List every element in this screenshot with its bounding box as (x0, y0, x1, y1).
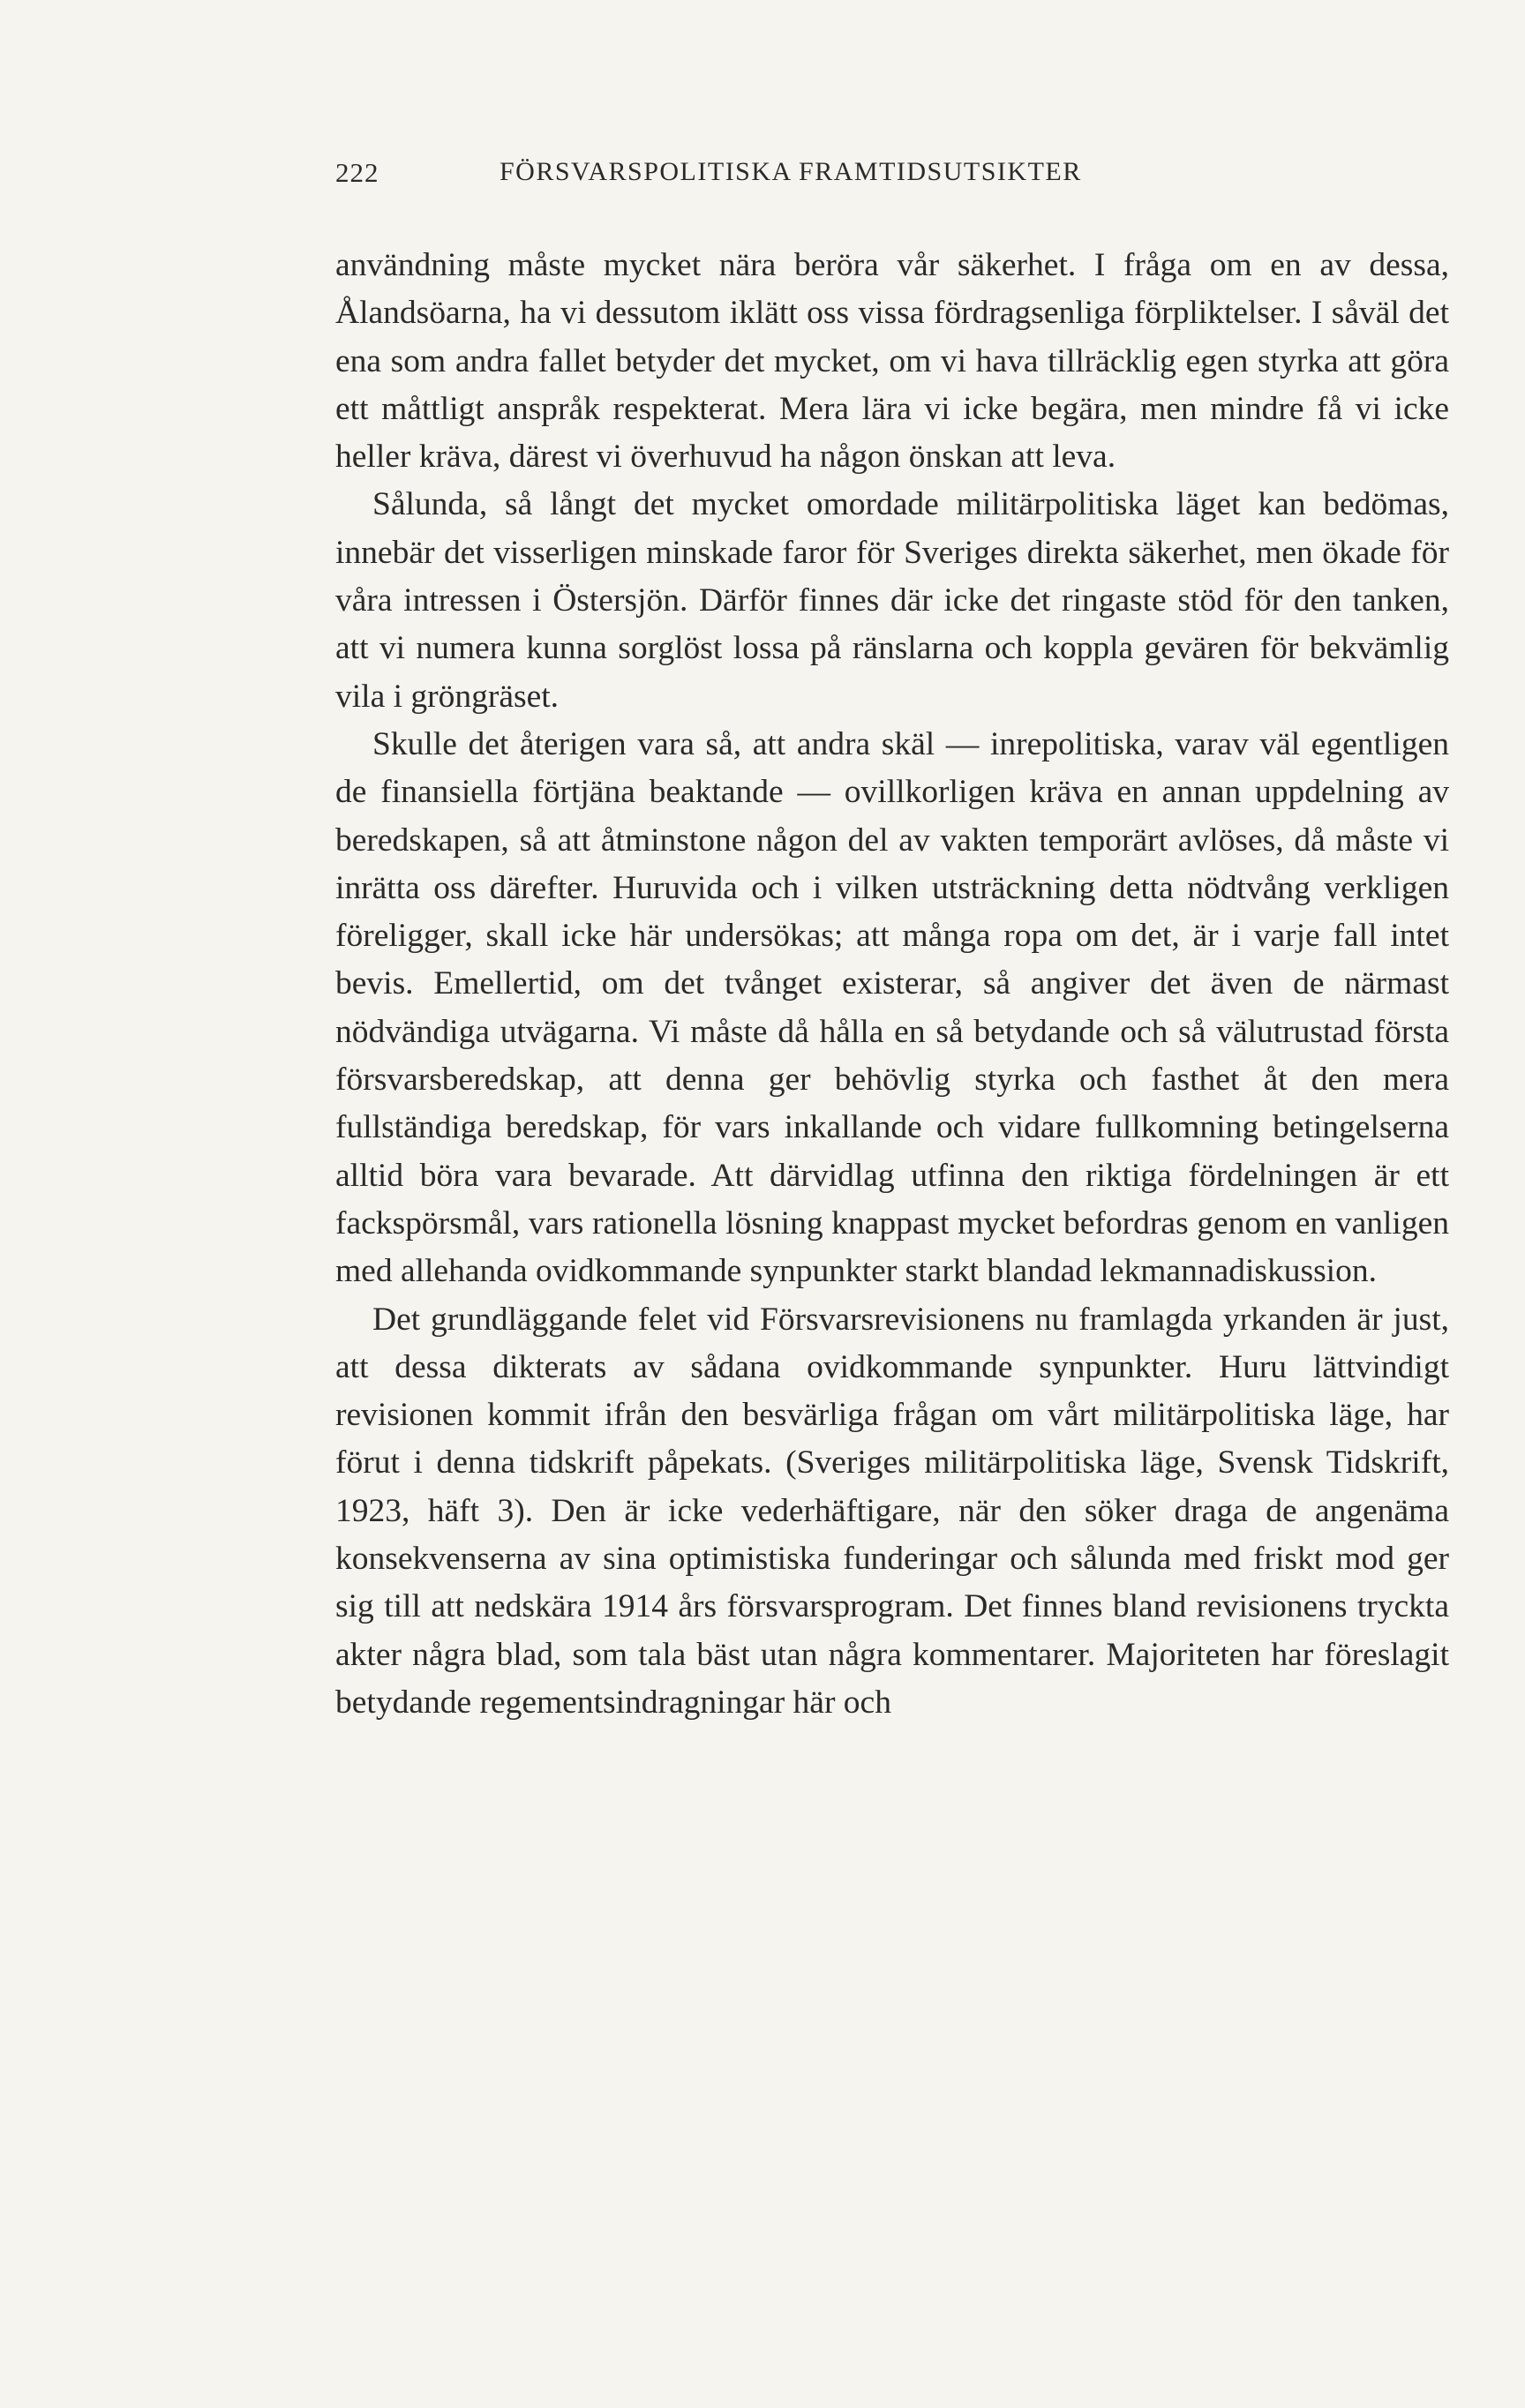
body-text (335, 242, 1449, 1727)
running-head (335, 157, 1449, 201)
running-title: FÖRSVARSPOLITISKA FRAMTIDSUTSIKTER (500, 157, 1082, 186)
paragraph-1: användning måste mycket nära beröra vår säkerhet. I fråga om en av dessa, Ålandsöarna, ha vi dessutom iklätt oss vissa fördragsenliga förpliktelser. I såväl det ena som andra fallet betyder det mycket, om vi hava tillräcklig egen styrka att göra ett måttligt anspråk respekterat. Mera lära vi icke begära, men mindre få vi icke heller kräva, därest vi överhuvud ha någon önskan att leva. (335, 247, 1449, 476)
paragraph-3: Skulle det återigen vara så, att andra skäl — inrepolitiska, varav väl egentligen de finansiella förtjäna beaktande — ovillkorligen kräva en annan uppdelning av beredskapen, så att åtminstone någon del av vakten temporärt avlöses, då måste vi inrätta oss därefter. Huruvida och i vilken utsträckning detta nödtvång verkligen föreligger, skall icke här undersökas; att många ropa om det, är i varje fall intet bevis. Emellertid, om det tvånget existerar, så angiver det även de närmast nödvändiga utvägarna. Vi måste då hålla en så betydande och så välutrustad första försvarsberedskap, att denna ger behövlig styrka och fasthet åt den mera fullständiga beredskap, för vars inkallande och vidare fullkomning betingelserna alltid böra vara bevarade. Att därvidlag utfinna den riktiga fördelningen är ett fackspörsmål, vars rationella lösning knappast mycket befordras genom en vanligen med allehanda ovidkommande synpunkter starkt blandad lekmannadiskussion. (335, 725, 1449, 1290)
page-number: 222 (335, 157, 379, 188)
paragraph-4: Det grundläggande felet vid Försvarsrevisionens nu framlagda yrkanden är just, att dessa dikterats av sådana ovidkommande synpunkter. Huru lättvindigt revisionen kommit ifrån den besvärliga frågan om vårt militärpolitiska läge, har förut i denna tidskrift påpekats. (Sveriges militärpolitiska läge, Svensk Tidskrift, 1923, häft 3). Den är icke vederhäftigare, när den söker draga de angenäma konsekvenserna av sina optimistiska funderingar och sålunda med friskt mod ger sig till att nedskära 1914 års försvarsprogram. Det finnes bland revisionens tryckta akter några blad, som tala bäst utan några kommentarer. Majoriteten har föreslagit betydande regementsindragningar här och (335, 1301, 1449, 1721)
paragraph-2: Sålunda, så långt det mycket omordade militärpolitiska läget kan bedömas, innebär det visserligen minskade faror för Sveriges direkta säkerhet, men ökade för våra intressen i Östersjön. Därför finnes där icke det ringaste stöd för den tanken, att vi numera kunna sorglöst lossa på ränslarna och koppla gevären för bekvämlig vila i gröngräset. (335, 486, 1449, 715)
